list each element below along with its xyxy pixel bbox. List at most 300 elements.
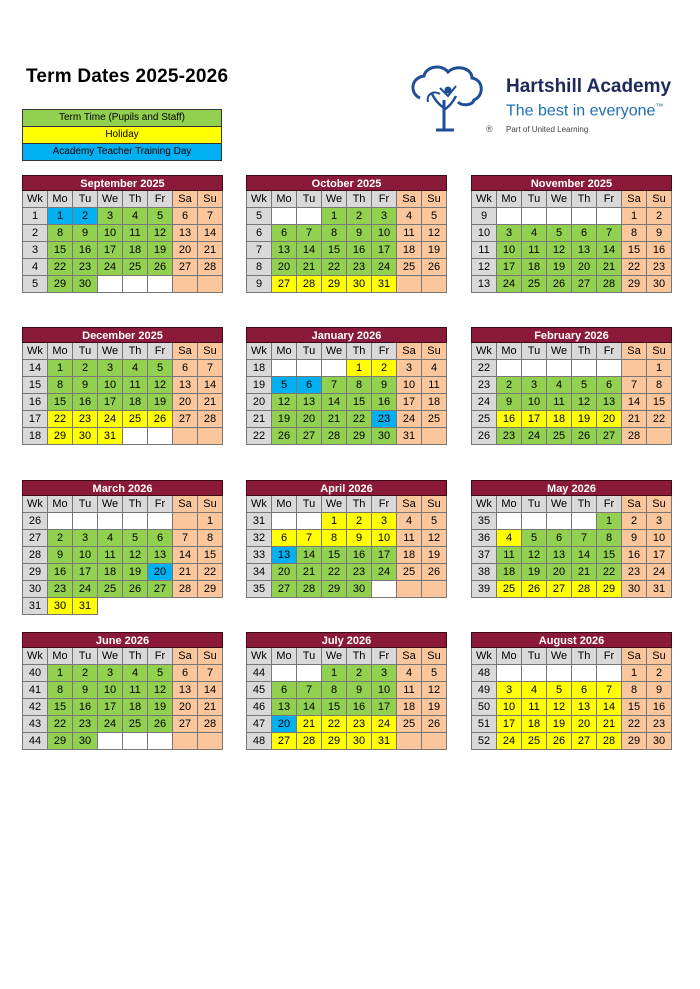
day-cell: 24: [497, 276, 522, 293]
day-header: Mo: [48, 648, 73, 665]
day-cell: 17: [98, 699, 123, 716]
day-cell: 21: [198, 394, 223, 411]
week-number: 42: [23, 699, 48, 716]
day-cell: 6: [272, 530, 297, 547]
day-cell: 29: [597, 581, 622, 598]
week-number: 33: [247, 547, 272, 564]
day-cell: 1: [597, 513, 622, 530]
day-header: Su: [422, 191, 447, 208]
day-header: Su: [198, 343, 223, 360]
day-cell: 6: [572, 682, 597, 699]
month-title: August 2026: [471, 632, 672, 648]
day-cell: 14: [297, 242, 322, 259]
logo-tagline: [506, 102, 663, 120]
day-header: Wk: [472, 191, 497, 208]
day-cell: 11: [123, 682, 148, 699]
day-cell: 24: [98, 411, 123, 428]
month-title: May 2026: [471, 480, 672, 496]
day-header: Su: [647, 496, 672, 513]
day-cell: 16: [647, 242, 672, 259]
day-cell: 16: [73, 394, 98, 411]
day-cell: [198, 733, 223, 750]
day-cell: 20: [148, 564, 173, 581]
day-cell: 30: [622, 581, 647, 598]
day-cell: 18: [497, 564, 522, 581]
day-cell: 3: [397, 360, 422, 377]
day-cell: 7: [198, 208, 223, 225]
day-cell: 12: [123, 547, 148, 564]
day-cell: 14: [597, 699, 622, 716]
day-header: We: [547, 343, 572, 360]
day-header: Su: [422, 496, 447, 513]
day-cell: 23: [347, 564, 372, 581]
day-cell: [597, 665, 622, 682]
day-cell: 14: [198, 225, 223, 242]
day-cell: 19: [572, 411, 597, 428]
day-cell: 18: [522, 716, 547, 733]
day-cell: 3: [98, 665, 123, 682]
day-cell: 26: [547, 276, 572, 293]
day-cell: 21: [597, 716, 622, 733]
week-number: 44: [247, 665, 272, 682]
day-cell: [422, 733, 447, 750]
day-cell: [497, 208, 522, 225]
day-cell: 17: [73, 564, 98, 581]
day-header: Mo: [48, 343, 73, 360]
day-cell: 3: [372, 665, 397, 682]
month-grid: [246, 191, 447, 293]
day-cell: 17: [372, 699, 397, 716]
day-cell: 27: [272, 276, 297, 293]
day-cell: 7: [173, 530, 198, 547]
day-cell: 5: [422, 513, 447, 530]
day-cell: 13: [173, 377, 198, 394]
day-cell: 5: [422, 665, 447, 682]
day-header: We: [322, 343, 347, 360]
day-header: Tu: [73, 343, 98, 360]
week-number: 40: [23, 665, 48, 682]
day-header: Sa: [173, 343, 198, 360]
day-cell: [173, 276, 198, 293]
day-cell: 30: [647, 733, 672, 750]
day-cell: 6: [597, 377, 622, 394]
day-cell: 28: [297, 581, 322, 598]
day-cell: 18: [123, 242, 148, 259]
day-cell: 9: [347, 530, 372, 547]
day-cell: 21: [297, 716, 322, 733]
day-cell: 2: [347, 513, 372, 530]
day-header: We: [547, 648, 572, 665]
day-cell: 16: [622, 547, 647, 564]
day-cell: 25: [397, 564, 422, 581]
day-cell: 14: [597, 242, 622, 259]
day-header: Fr: [148, 496, 173, 513]
month-grid: [22, 648, 223, 750]
day-cell: 9: [372, 377, 397, 394]
day-cell: 14: [622, 394, 647, 411]
day-header: Th: [123, 191, 148, 208]
day-cell: 5: [148, 360, 173, 377]
week-number: 50: [472, 699, 497, 716]
day-cell: 18: [522, 259, 547, 276]
day-cell: 7: [198, 360, 223, 377]
day-header: Th: [572, 648, 597, 665]
day-header: Sa: [397, 191, 422, 208]
day-cell: [123, 733, 148, 750]
day-cell: [597, 208, 622, 225]
day-cell: [522, 665, 547, 682]
day-cell: 4: [522, 682, 547, 699]
month-title: September 2025: [22, 175, 223, 191]
week-number: 27: [23, 530, 48, 547]
day-cell: 26: [422, 564, 447, 581]
day-cell: [272, 513, 297, 530]
day-cell: 29: [322, 733, 347, 750]
day-cell: 31: [98, 428, 123, 445]
day-cell: 17: [372, 547, 397, 564]
day-cell: 23: [372, 411, 397, 428]
day-header: Tu: [522, 191, 547, 208]
week-number: 49: [472, 682, 497, 699]
week-number: 35: [247, 581, 272, 598]
week-number: 36: [472, 530, 497, 547]
day-header: Wk: [23, 191, 48, 208]
day-cell: 11: [98, 547, 123, 564]
month-calendar: [22, 327, 223, 445]
day-cell: 9: [497, 394, 522, 411]
day-cell: 7: [322, 377, 347, 394]
day-header: Fr: [597, 496, 622, 513]
day-cell: 12: [547, 699, 572, 716]
day-cell: 8: [622, 682, 647, 699]
day-cell: 12: [422, 530, 447, 547]
day-cell: 27: [173, 259, 198, 276]
week-number: 18: [247, 360, 272, 377]
day-cell: 23: [48, 581, 73, 598]
day-cell: 2: [347, 665, 372, 682]
month-title: November 2025: [471, 175, 672, 191]
day-cell: [98, 733, 123, 750]
day-header: Mo: [272, 343, 297, 360]
month-calendar: [22, 480, 223, 615]
day-cell: 2: [622, 513, 647, 530]
day-cell: 27: [272, 581, 297, 598]
month-grid: [246, 343, 447, 445]
week-number: 8: [247, 259, 272, 276]
day-cell: 30: [48, 598, 73, 615]
day-cell: 6: [173, 360, 198, 377]
day-cell: [547, 665, 572, 682]
day-cell: 30: [347, 581, 372, 598]
week-number: 12: [472, 259, 497, 276]
page-title: Term Dates 2025-2026: [26, 66, 229, 87]
day-cell: 16: [347, 699, 372, 716]
day-cell: 30: [347, 733, 372, 750]
day-cell: 4: [422, 360, 447, 377]
day-cell: 17: [397, 394, 422, 411]
day-cell: 28: [297, 276, 322, 293]
month-calendar: [246, 632, 447, 750]
day-header: Th: [347, 343, 372, 360]
day-cell: 25: [547, 428, 572, 445]
week-number: 11: [472, 242, 497, 259]
week-number: 10: [472, 225, 497, 242]
day-header: Su: [198, 648, 223, 665]
day-cell: [148, 428, 173, 445]
day-cell: 22: [347, 411, 372, 428]
legend: [22, 109, 222, 161]
day-cell: 23: [622, 564, 647, 581]
day-cell: 24: [397, 411, 422, 428]
day-cell: 3: [647, 513, 672, 530]
legend-training-day: Academy Teacher Training Day: [23, 144, 221, 160]
day-cell: 15: [647, 394, 672, 411]
day-cell: 4: [497, 530, 522, 547]
day-header: Fr: [597, 343, 622, 360]
day-cell: 23: [497, 428, 522, 445]
day-header: We: [98, 496, 123, 513]
day-cell: [98, 276, 123, 293]
day-cell: 26: [572, 428, 597, 445]
day-header: Wk: [23, 648, 48, 665]
day-cell: 29: [622, 733, 647, 750]
day-cell: [597, 360, 622, 377]
academy-logo: [406, 62, 686, 142]
day-cell: 16: [73, 242, 98, 259]
day-cell: 22: [322, 564, 347, 581]
week-number: 39: [472, 581, 497, 598]
day-cell: 31: [372, 733, 397, 750]
day-cell: 19: [422, 699, 447, 716]
day-header: Fr: [372, 343, 397, 360]
day-cell: 25: [397, 259, 422, 276]
week-number: 38: [472, 564, 497, 581]
day-cell: [297, 513, 322, 530]
week-number: 9: [472, 208, 497, 225]
day-cell: 23: [347, 259, 372, 276]
month-calendar: [22, 632, 223, 750]
day-cell: 4: [98, 530, 123, 547]
day-cell: 8: [322, 225, 347, 242]
day-cell: 30: [73, 276, 98, 293]
logo-tagline-text: The best in everyone: [506, 102, 656, 120]
day-header: Wk: [247, 191, 272, 208]
day-cell: [123, 513, 148, 530]
day-header: We: [98, 648, 123, 665]
day-header: Th: [123, 343, 148, 360]
day-cell: 12: [148, 377, 173, 394]
day-cell: 20: [272, 259, 297, 276]
day-cell: 10: [372, 225, 397, 242]
day-cell: 1: [622, 665, 647, 682]
day-cell: 15: [347, 394, 372, 411]
day-header: Su: [647, 648, 672, 665]
day-header: Tu: [297, 496, 322, 513]
day-cell: 25: [522, 733, 547, 750]
day-header: Tu: [522, 496, 547, 513]
day-header: We: [322, 496, 347, 513]
day-cell: 1: [622, 208, 647, 225]
day-cell: [198, 276, 223, 293]
day-header: Wk: [472, 648, 497, 665]
month-calendar: [471, 480, 672, 598]
day-cell: 20: [297, 411, 322, 428]
day-cell: 18: [98, 564, 123, 581]
day-cell: 20: [173, 699, 198, 716]
day-cell: 29: [48, 428, 73, 445]
day-cell: 5: [148, 665, 173, 682]
week-number: 28: [23, 547, 48, 564]
day-cell: 17: [372, 242, 397, 259]
week-number: 29: [23, 564, 48, 581]
day-cell: 27: [272, 733, 297, 750]
day-cell: 15: [48, 242, 73, 259]
day-cell: 6: [173, 208, 198, 225]
day-cell: 18: [123, 699, 148, 716]
day-cell: 29: [347, 428, 372, 445]
week-number: 43: [23, 716, 48, 733]
day-header: Fr: [148, 648, 173, 665]
day-cell: 18: [547, 411, 572, 428]
day-header: Su: [647, 343, 672, 360]
month-grid: [471, 191, 672, 293]
day-cell: 28: [597, 276, 622, 293]
day-cell: 17: [98, 394, 123, 411]
day-cell: [297, 360, 322, 377]
day-cell: 28: [597, 733, 622, 750]
day-cell: 24: [73, 581, 98, 598]
day-cell: 4: [397, 513, 422, 530]
day-header: Sa: [622, 191, 647, 208]
day-cell: 9: [647, 682, 672, 699]
day-header: Su: [422, 343, 447, 360]
day-cell: 31: [73, 598, 98, 615]
day-cell: 14: [297, 547, 322, 564]
day-cell: 10: [647, 530, 672, 547]
day-header: Tu: [297, 191, 322, 208]
day-cell: [647, 428, 672, 445]
day-header: Th: [347, 191, 372, 208]
day-cell: 6: [148, 530, 173, 547]
day-cell: 19: [422, 547, 447, 564]
month-calendar: [246, 175, 447, 293]
day-header: Wk: [23, 343, 48, 360]
day-cell: 30: [647, 276, 672, 293]
day-cell: 10: [73, 547, 98, 564]
day-cell: 28: [173, 581, 198, 598]
day-header: Fr: [597, 191, 622, 208]
day-cell: 26: [148, 259, 173, 276]
week-number: 21: [247, 411, 272, 428]
day-cell: 7: [572, 530, 597, 547]
day-cell: 15: [48, 394, 73, 411]
legend-term-time: Term Time (Pupils and Staff): [23, 110, 221, 127]
week-number: 31: [247, 513, 272, 530]
day-cell: 8: [597, 530, 622, 547]
day-cell: [497, 665, 522, 682]
day-cell: 27: [148, 581, 173, 598]
month-grid: [246, 496, 447, 598]
day-cell: 31: [372, 276, 397, 293]
day-cell: 5: [547, 225, 572, 242]
month-grid: [471, 648, 672, 750]
day-cell: 18: [422, 394, 447, 411]
day-cell: 22: [647, 411, 672, 428]
day-header: Fr: [372, 648, 397, 665]
day-cell: 4: [522, 225, 547, 242]
day-cell: 27: [173, 716, 198, 733]
day-header: Sa: [173, 648, 198, 665]
day-cell: 11: [547, 394, 572, 411]
day-cell: [123, 428, 148, 445]
day-cell: 1: [48, 360, 73, 377]
day-cell: 22: [622, 259, 647, 276]
day-cell: 3: [497, 225, 522, 242]
day-cell: 25: [397, 716, 422, 733]
week-number: 6: [247, 225, 272, 242]
day-header: We: [547, 496, 572, 513]
day-header: Su: [198, 191, 223, 208]
day-header: Sa: [622, 648, 647, 665]
day-cell: 5: [522, 530, 547, 547]
day-cell: 11: [397, 530, 422, 547]
day-cell: 2: [73, 665, 98, 682]
week-number: 16: [23, 394, 48, 411]
month-grid: [22, 191, 223, 293]
day-cell: 3: [372, 513, 397, 530]
day-cell: 21: [173, 564, 198, 581]
day-cell: [422, 428, 447, 445]
day-cell: 30: [73, 428, 98, 445]
month-title: July 2026: [246, 632, 447, 648]
day-cell: 17: [98, 242, 123, 259]
day-cell: 15: [597, 547, 622, 564]
day-header: Tu: [73, 648, 98, 665]
day-cell: 5: [272, 377, 297, 394]
day-cell: 25: [422, 411, 447, 428]
day-cell: [148, 276, 173, 293]
day-header: Fr: [148, 343, 173, 360]
day-cell: [272, 208, 297, 225]
day-cell: [422, 581, 447, 598]
trademark-mark: ™: [655, 102, 664, 111]
day-cell: 29: [322, 276, 347, 293]
month-grid: [471, 343, 672, 445]
day-cell: 22: [597, 564, 622, 581]
day-cell: [297, 665, 322, 682]
day-cell: 29: [48, 276, 73, 293]
day-cell: [173, 733, 198, 750]
day-cell: 15: [322, 242, 347, 259]
day-header: Wk: [472, 343, 497, 360]
day-cell: 14: [198, 377, 223, 394]
day-cell: 22: [48, 259, 73, 276]
day-cell: 28: [572, 581, 597, 598]
day-header: Mo: [497, 648, 522, 665]
day-cell: 16: [497, 411, 522, 428]
day-cell: 16: [73, 699, 98, 716]
day-cell: 24: [647, 564, 672, 581]
day-cell: 7: [297, 225, 322, 242]
day-cell: 13: [272, 699, 297, 716]
day-cell: 13: [173, 682, 198, 699]
day-cell: 19: [422, 242, 447, 259]
day-cell: 10: [98, 377, 123, 394]
day-header: Fr: [372, 496, 397, 513]
day-cell: 12: [547, 242, 572, 259]
day-cell: 12: [148, 682, 173, 699]
day-cell: 1: [322, 208, 347, 225]
